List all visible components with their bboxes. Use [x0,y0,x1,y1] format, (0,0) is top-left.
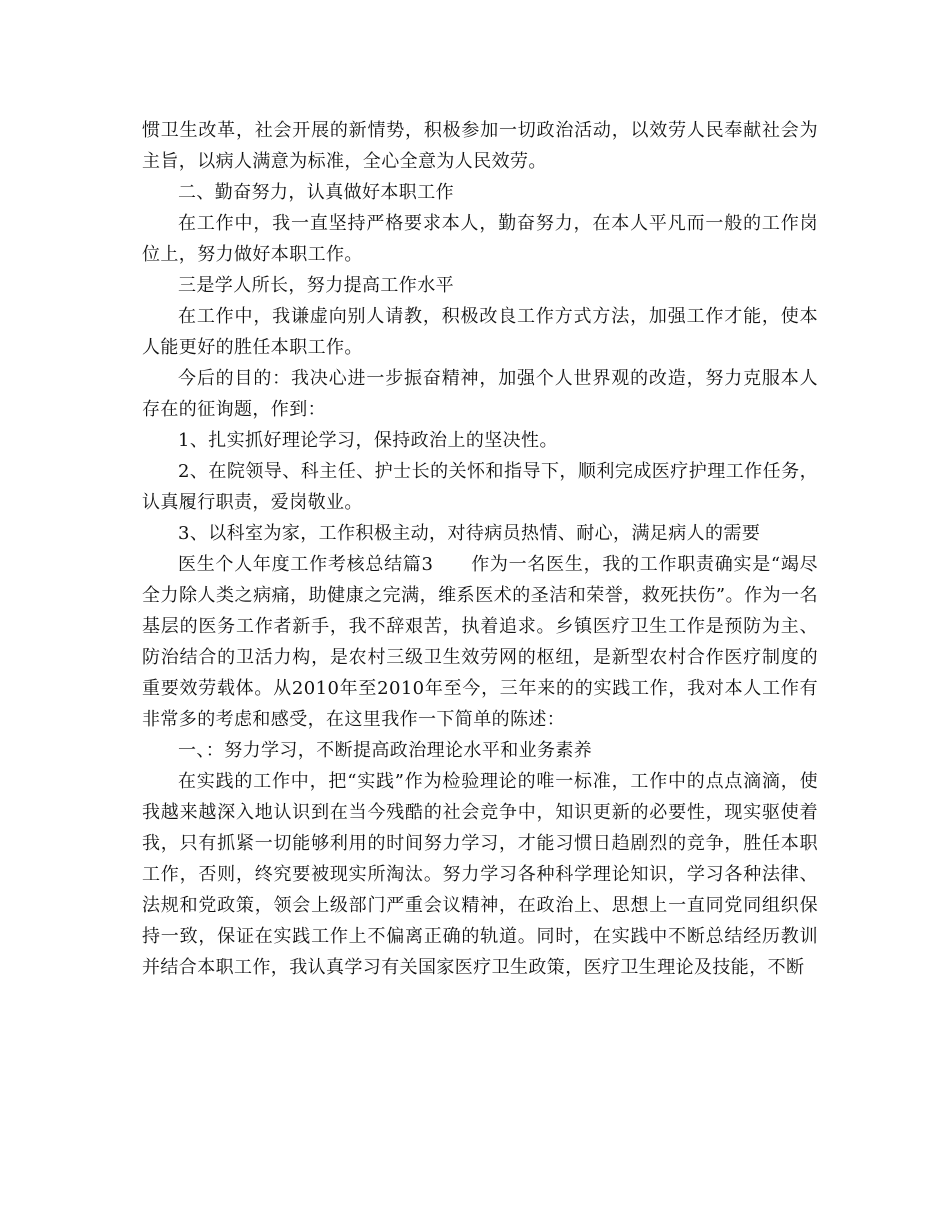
heading-section-2: 二、勤奋努力，认真做好本职工作 [178,182,454,203]
paragraph-2: 在工作中，我一直坚持严格要求本人，勤奋努力，在本人平凡而一般的工作岗位上，努力做好本职工作。 [142,213,818,265]
list-item-3: 3、以科室为家，工作积极主动，对待病员热情、耐心，满足病人的需要 [178,523,761,544]
paragraph-goals: 今后的目的：我决心进一步振奋精神，加强个人世界观的改造，努力克服本人存在的征询题，作到： [142,368,818,420]
paragraph-3: 在工作中，我谦虚向别人请教，积极改良工作方式方法，加强工作才能，使本人能更好的胜任本职工作。 [142,306,818,358]
paragraph-1: 惯卫生改革，社会开展的新情势，积极参加一切政治活动，以效劳人民奉献社会为主旨，以病人满意为标准，全心全意为人民效劳。 [142,120,818,172]
list-item-2: 2、在院领导、科主任、护士长的关怀和指导下，顺利完成医疗护理工作任务，认真履行职责，爱岗敬业。 [142,461,818,513]
heading-study: 一、：努力学习，不断提高政治理论水平和业务素养 [178,740,593,761]
paragraph-summary-3: 医生个人年度工作考核总结篇3 作为一名医生，我的工作职责确实是“竭尽全力除人类之病痛，助健康之完满，维系医术的圣洁和荣誉，救死扶伤”。作为一名基层的医务工作者新手，我不辞艰苦，执着追求。乡镇医疗卫生工作是预防为主、防治结合的卫活力构，是农村三级卫生效劳网的枢纽，是新型农村合作医疗制度的重要效劳载体。从2010年至2010年至今，三年来的的实践工作，我对本人工作有非常多的考虑和感受，在这里我作一下简单的陈述： [142,554,818,730]
document-body [142,115,818,983]
heading-section-3: 三是学人所长，努力提高工作水平 [178,275,454,296]
list-item-1: 1、扎实抓好理论学习，保持政治上的坚决性。 [178,430,558,451]
paragraph-practice: 在实践的工作中，把“实践”作为检验理论的唯一标准，工作中的点点滴滴，使我越来越深入地认识到在当今残酷的社会竞争中，知识更新的必要性，现实驱使着我，只有抓紧一切能够利用的时间努力学习，才能习惯日趋剧烈的竞争，胜任本职工作，否则，终究要被现实所淘汰。努力学习各种科学理论知识，学习各种法律、法规和党政策，领会上级部门严重会议精神，在政治上、思想上一直同党同组织保持一致，保证在实践工作上不偏离正确的轨道。同时，在实践中不断总结经历教训并结合本职工作，我认真学习有关国家医疗卫生政策，医疗卫生理论及技能，不断 [142,771,818,978]
